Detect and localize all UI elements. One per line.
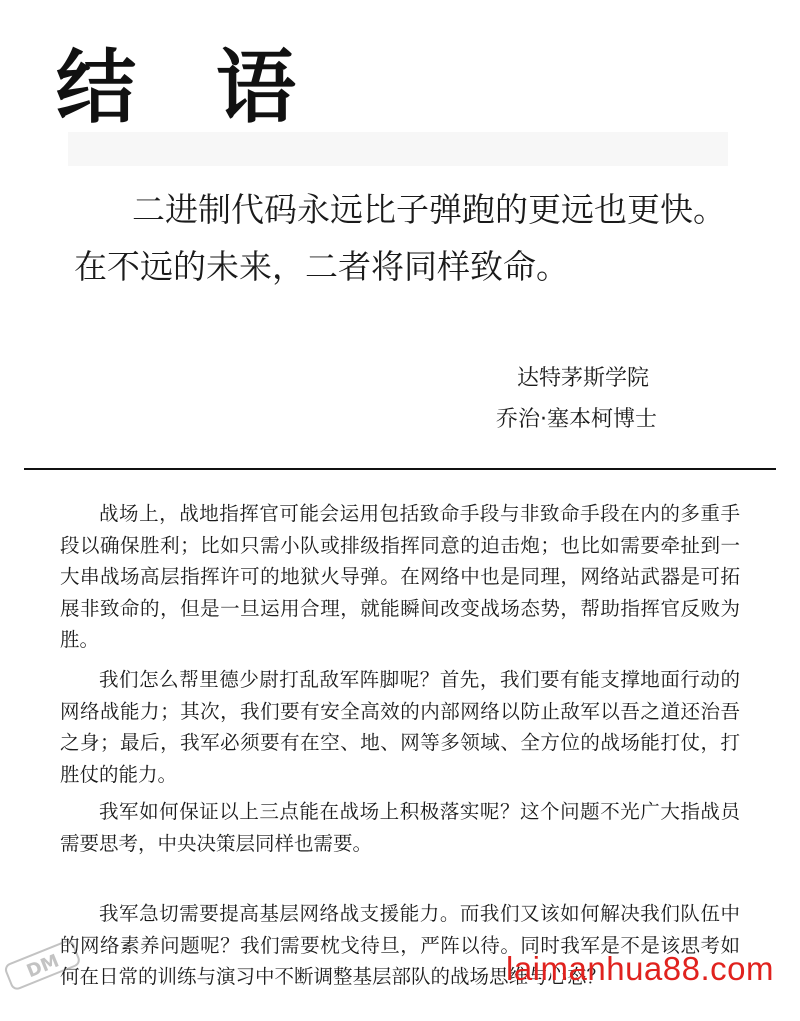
- body-paragraph-4: 我军急切需要提高基层网络战支援能力。而我们又该如何解决我们队伍中的网络素养问题呢？我们需要枕戈待旦，严阵以待。同时我军是不是该思考如何在日常的训练与演习中不断调整基层部队的战场思维与心态？: [60, 902, 740, 988]
- body-paragraph-1: 战场上，战地指挥官可能会运用包括致命手段与非致命手段在内的多重手段以确保胜利；比如只需小队或排级指挥同意的迫击炮；也比如需要牵扯到一大串战场高层指挥许可的地狱火导弹。在网络中也是同理，网络站武器是可拓展非致命的，但是一旦运用合理，就能瞬间改变战场态势，帮助指挥官反败为胜。: [60, 502, 740, 651]
- epigraph-line-1: 二进制代码永远比子弹跑的更远也更快。: [132, 190, 726, 229]
- section-divider: [24, 468, 776, 470]
- body-paragraph-2: 我们怎么帮里德少尉打乱敌军阵脚呢？首先，我们要有能支撑地面行动的网络战能力；其次，我们要有安全高效的内部网络以防止敌军以吾之道还治吾之身；最后，我军必须要有在空、地、网等多领域、全方位的战场能打仗，打胜仗的能力。: [60, 668, 740, 786]
- svg-text:DM: DM: [23, 950, 63, 983]
- epigraph-line-2: 在不远的未来，二者将同样致命。: [74, 247, 569, 286]
- attribution-author: 乔治·塞本柯博士: [496, 407, 657, 432]
- page-title: 结 语: [56, 41, 322, 134]
- watermark-url: laimanhua88.com: [506, 950, 774, 987]
- site-logo-icon: [2, 924, 82, 1004]
- body-paragraph-3: 我军如何保证以上三点能在战场上积极落实呢？这个问题不光广大指战员需要思考，中央决策层同样也需要。: [60, 800, 740, 855]
- attribution-institution: 达特茅斯学院: [517, 366, 650, 391]
